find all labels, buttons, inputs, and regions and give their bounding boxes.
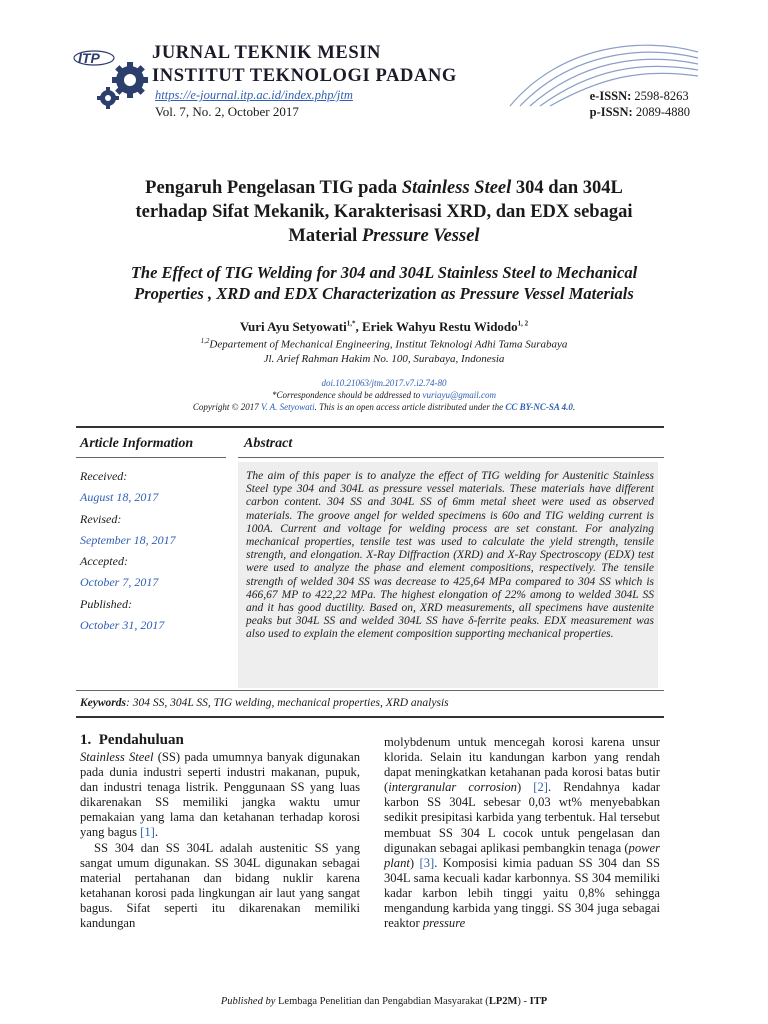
published-label: Published: xyxy=(80,596,132,611)
article-info-heading: Article Information xyxy=(80,436,194,451)
paper-title-indonesian: Pengaruh Pengelasan TIG pada Stainless Steel 304 dan 304L terhadap Sifat Mekanik, Karakterisasi XRD, dan EDX sebagai Material Pressure Vessel xyxy=(135,178,633,246)
journal-volume: Vol. 7, No. 2, October 2017 xyxy=(155,104,299,119)
affiliation: $^{1,2}$Departement of Mechanical Engineering, Institut Teknologi Adhi Tama Surabaya Jl. Arief Rahman Hakim No. 100, Surabaya, Indonesia xyxy=(200,337,568,365)
eissn-value: 2598-8263 xyxy=(634,89,689,103)
journal-url-link[interactable]: https://e-journal.itp.ac.id/index.php/jtm xyxy=(155,88,353,102)
license-link[interactable]: CC BY-NC-SA 4.0 xyxy=(505,402,573,412)
divider-top xyxy=(76,426,664,428)
copyright-author-link[interactable]: V. A. Setyowati xyxy=(260,402,315,412)
paper-title-english: The Effect of TIG Welding for 304 and 304L Stainless Steel to Mechanical Properties , XRD and EDX Characterization as Pressure Vessel Materials xyxy=(130,263,638,303)
itp-gear-logo xyxy=(72,42,156,110)
pissn-value: 2089-4880 xyxy=(635,105,690,119)
journal-name-line2: INSTITUT TEKNOLOGI PADANG xyxy=(152,66,457,86)
author-1: Vuri Ayu Setyowati xyxy=(239,319,347,334)
itp-logo-text: ITP xyxy=(78,50,100,66)
revised-date: September 18, 2017 xyxy=(80,532,176,547)
page-footer: Published by Lembaga Penelitian dan Pengabdian Masyarakat (LP2M) - ITP xyxy=(220,996,548,1007)
received-date: August 18, 2017 xyxy=(80,490,159,505)
keywords xyxy=(80,697,449,709)
journal-name xyxy=(152,42,457,88)
pissn-label: p-ISSN: xyxy=(589,105,633,119)
email-link[interactable]: vuriayu@gmail.com xyxy=(422,390,497,400)
citation-3[interactable]: [3] xyxy=(419,855,435,870)
keywords-list: : 304 SS, 304L SS, TIG welding, mechanical properties, XRD analysis xyxy=(126,697,449,709)
body-column-right: molybdenum untuk mencegah korosi karena unsur klorida. Selain itu kandungan karbon yang rendah dapat meningkatkan ketahanan pada korosi batas butir (intergranular corrosion) [2]. Rendahnya kadar karbon SS 304L sebesar 0,03 wt% menyebabkan sedikit presipitasi karbida yang terbentuk. Hal tersebut membuat SS 304 L cocok untuk pengelasan dan digunakan sebagai aplikasi pembangkin tenaga (power plant) [3]. Komposisi kimia paduan SS 304 dan SS 304L sama kecuali kadar karbonnya. SS 304 memiliki kadar karbon lebih tinggi yaitu 0,8% sehingga mengandung karbida yang tinggi. SS 304 juga sebagai reaktor pressure xyxy=(384,735,661,931)
section-title: Pendahuluan xyxy=(98,732,184,748)
body-column-left: Stainless Steel (SS) pada umumnya banyak digunakan pada dunia industri seperti industri makanan, pupuk, dan industri tenaga listrik. Penggunaan SS yang luas dikarenakan SS memiliki jangka waktu umur pemakaian yang lama dan ketahanan terhadap korosi yang bagus [1]. SS 304 dan SS 304L adalah austenitic SS yang sangat umum digunakan. SS 304L digunakan sebagai material pertahanan dan bidang nuklir karena ketahanan korosi pada lingkungan air laut yang sangat bagus. Sifat seperti itu dikarenakan memiliki kandungan xyxy=(80,750,360,931)
accepted-label: Accepted: xyxy=(80,554,128,569)
eissn-label: e-ISSN: xyxy=(589,89,632,103)
keywords-label: Keywords xyxy=(80,697,126,709)
published-date: October 31, 2017 xyxy=(80,618,165,633)
divider-keywords-bottom xyxy=(76,716,664,718)
author-list: Vuri Ayu Setyowati$^{1,*}$, Eriek Wahyu Restu Widodo$^{1, 2}$ xyxy=(239,319,529,334)
divider-info xyxy=(76,457,226,458)
revised-label: Revised: xyxy=(80,511,122,526)
section-heading xyxy=(80,732,184,749)
doi-link[interactable]: doi.10.21063/jtm.2017.v7.i2.74-80 xyxy=(321,378,447,388)
copyright-notice: Copyright © 2017 V. A. Setyowati. This is an open access article distributed under the CC BY-NC-SA 4.0. xyxy=(192,402,576,412)
issn-block xyxy=(590,88,690,120)
abstract-text: The aim of this paper is to analyze the effect of TIG welding for Austenitic Stainless Steel type 304 and 304L as pressure vessel materials. These materials have different carbon content. 304 SS and 304L SS of 6mm metal sheet were used as observed materials. The groove angel for welded specimens is 60o and TIG welding current is 100A. Current and voltage for welding process are set constant. For analyzing mechanical properties, tensile test was used to calculate the yield strength, tensile strength, and elongation. X-Ray Diffraction (XRD) and X-Ray Spectroscopy (EDX) test were used to analyze the phase and element compositions, respectively. The tensile strength of welded 304 SS was decrease to 425,64 MPa compared to 304 SS which is 466,67 MP to 422,22 MPa. The highest elongation of 22% among to welded 304L SS and it has good ductility. Based on, XRD measurements, all specimens have austenite peaks but 304L SS and welded 304L SS have δ-ferrite peaks. EDX measurement was also used to explain the element composition supporting mechanical properties. xyxy=(246,470,654,641)
divider-keywords-top xyxy=(76,690,664,691)
abstract-heading: Abstract xyxy=(244,436,293,451)
citation-2[interactable]: [2] xyxy=(533,780,548,795)
citation-1[interactable]: [1] xyxy=(140,825,155,840)
author-2: Eriek Wahyu Restu Widodo xyxy=(361,319,518,334)
accepted-date: October 7, 2017 xyxy=(80,575,159,590)
divider-abstract xyxy=(238,457,664,458)
article-info-dates xyxy=(80,466,228,636)
journal-name-line1: JURNAL TEKNIK MESIN xyxy=(152,43,381,63)
received-label: Received: xyxy=(80,469,128,483)
correspondence-note: *Correspondence should be addressed to vuriayu@gmail.com xyxy=(271,390,497,400)
section-number: 1. xyxy=(80,732,92,748)
